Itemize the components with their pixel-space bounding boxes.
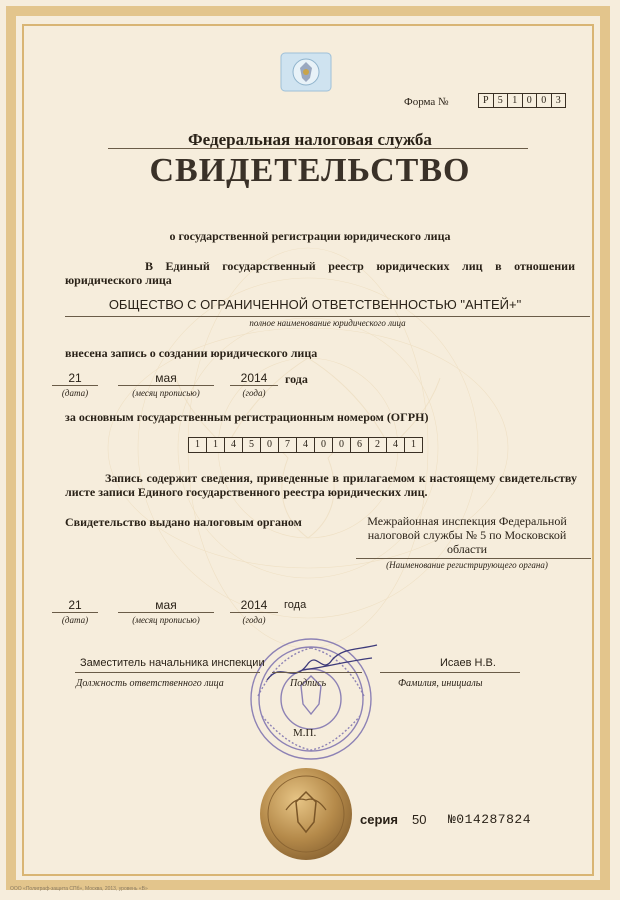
divider — [65, 316, 590, 317]
form-cell: 0 — [536, 93, 552, 108]
date1-god: года — [285, 372, 308, 386]
date2-god: года — [284, 599, 307, 611]
divider — [356, 558, 591, 559]
series-value: 50 — [412, 812, 427, 827]
date1-cap-month: (месяц прописью) — [132, 388, 200, 398]
ogrn-digit: 0 — [260, 437, 279, 453]
official-name: Исаев Н.В. — [440, 657, 496, 669]
ogrn-digit: 1 — [188, 437, 207, 453]
ogrn-digit: 1 — [404, 437, 423, 453]
certificate-title: СВИДЕТЕЛЬСТВО — [149, 152, 471, 189]
form-cell: 3 — [551, 93, 567, 108]
ogrn-digit: 0 — [314, 437, 333, 453]
ogrn-digit: 2 — [368, 437, 387, 453]
ogrn-digit: 7 — [278, 437, 297, 453]
form-cell: 5 — [493, 93, 509, 108]
date2-month: мая — [118, 598, 214, 613]
ogrn-digit: 0 — [332, 437, 351, 453]
caption-signature: Подпись — [290, 678, 327, 689]
series-label: серия — [360, 812, 398, 827]
company-caption: полное наименование юридического лица — [249, 318, 406, 328]
ogrn-digit: 4 — [386, 437, 405, 453]
date1-cap-year: (года) — [242, 388, 266, 398]
date2-day: 21 — [52, 598, 98, 613]
divider — [380, 672, 520, 673]
certificate-number: №014287824 — [448, 812, 532, 827]
ogrn-digit: 4 — [296, 437, 315, 453]
form-cell: 0 — [522, 93, 538, 108]
gold-seal — [258, 766, 354, 862]
date1-year: 2014 — [230, 371, 278, 386]
service-name: Федеральная налоговая служба — [188, 130, 432, 149]
ogrn-digit: 5 — [242, 437, 261, 453]
date2-cap-day: (дата) — [61, 615, 89, 625]
divider — [108, 148, 528, 149]
official-position: Заместитель начальника инспекции — [80, 657, 265, 669]
ogrn-digit: 6 — [350, 437, 369, 453]
intro-text — [65, 259, 575, 287]
ogrn-label: за основным государственным регистрационным номером (ОГРН) — [65, 410, 429, 424]
organ-caption: (Наименование регистрирующего органа) — [386, 560, 548, 570]
caption-name: Фамилия, инициалы — [398, 678, 483, 689]
stamp-place-label: М.П. — [293, 727, 317, 739]
form-cell: 1 — [507, 93, 523, 108]
date1-day: 21 — [52, 371, 98, 386]
divider — [75, 672, 260, 673]
company-name: ОБЩЕСТВО С ОГРАНИЧЕННОЙ ОТВЕТСТВЕННОСТЬЮ "АНТЕЙ+" — [108, 297, 522, 312]
certificate-subtitle: о государственной регистрации юридического лица — [169, 229, 451, 243]
issued-label: Свидетельство выдано налоговым органом — [65, 515, 302, 529]
entry-label: внесена запись о создании юридического лица — [65, 346, 318, 360]
record-text: Запись содержит сведения, приведенные в прилагаемом к настоящему свидетельству листе записи Единого государственного реестра юридических лиц. — [65, 471, 577, 499]
date2-cap-year: (года) — [242, 615, 266, 625]
issuing-organ: Межрайонная инспекция Федеральной налоговой службы № 5 по Московской области — [367, 514, 567, 556]
divider — [272, 672, 362, 673]
date2-year: 2014 — [230, 598, 278, 613]
date1-cap-day: (дата) — [61, 388, 89, 398]
printer-footer: ООО «Полиграф-защита СПб», Москва, 2013, уровень «В» — [10, 886, 148, 892]
form-cell: Р — [478, 93, 494, 108]
intro-text-content: В Единый государственный реестр юридических лиц в отношении юридического лица — [65, 259, 575, 287]
ogrn-digit: 4 — [224, 437, 243, 453]
ogrn-boxes — [188, 437, 422, 453]
caption-position: Должность ответственного лица — [76, 678, 224, 689]
date2-cap-month: (месяц прописью) — [132, 615, 200, 625]
form-number-boxes — [478, 93, 565, 108]
date1-month: мая — [118, 371, 214, 386]
emblem-icon — [280, 52, 332, 92]
form-label: Форма № — [404, 96, 449, 108]
ogrn-digit: 1 — [206, 437, 225, 453]
